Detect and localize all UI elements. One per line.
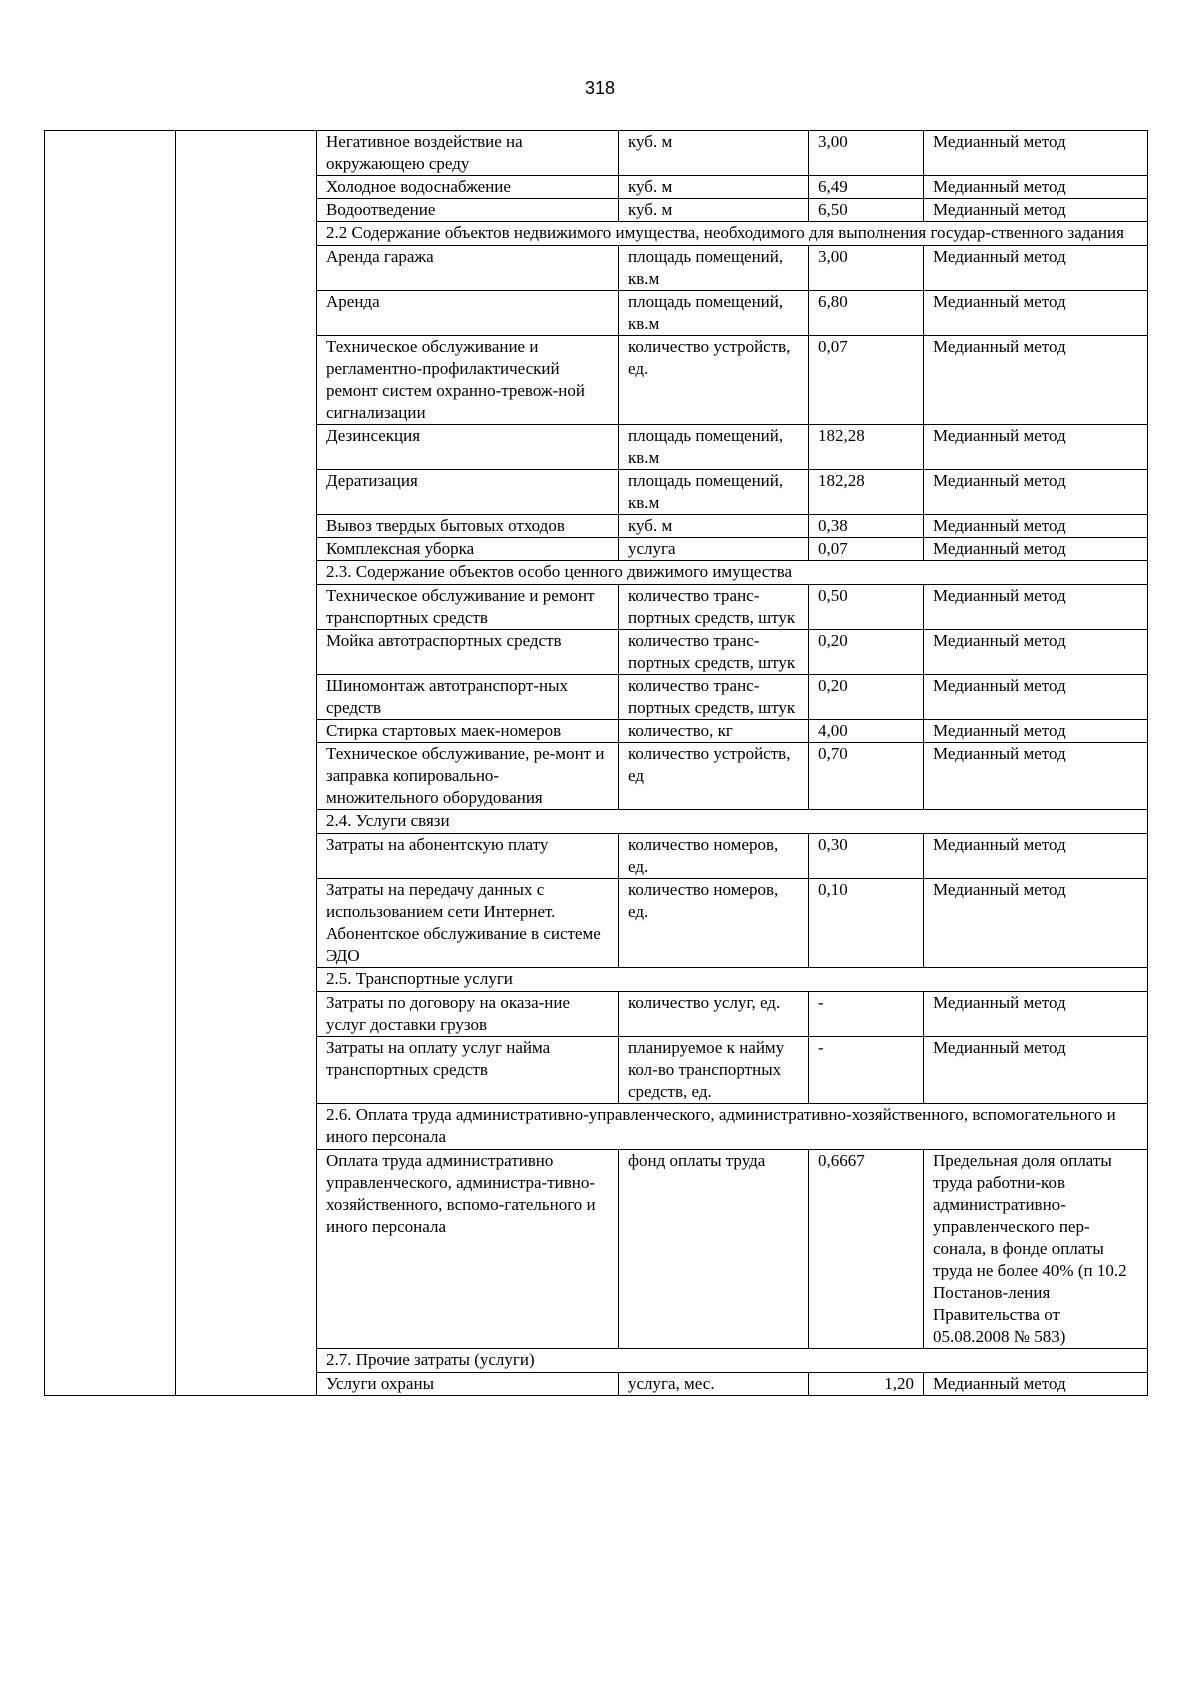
calculation-method: Медианный метод bbox=[924, 834, 1148, 879]
calculation-method: Медианный метод bbox=[924, 425, 1148, 470]
norm-value: 0,30 bbox=[809, 834, 924, 879]
cost-item-name: Негативное воздействие на окружающею среду bbox=[317, 131, 619, 176]
norm-value: 0,20 bbox=[809, 630, 924, 675]
cost-item-name: Водоотведение bbox=[317, 199, 619, 222]
norm-value: 0,07 bbox=[809, 336, 924, 425]
cost-item-name: Дезинсекция bbox=[317, 425, 619, 470]
calculation-method: Медианный метод bbox=[924, 246, 1148, 291]
left-blank-column-2 bbox=[176, 131, 317, 1396]
section-title: 2.4. Услуги связи bbox=[317, 810, 1148, 834]
norm-value: 4,00 bbox=[809, 720, 924, 743]
cost-item-name: Шиномонтаж автотранспорт-ных средств bbox=[317, 675, 619, 720]
norm-value: 182,28 bbox=[809, 425, 924, 470]
cost-item-name: Комплексная уборка bbox=[317, 538, 619, 561]
norm-value: 0,07 bbox=[809, 538, 924, 561]
norm-value: 0,10 bbox=[809, 879, 924, 968]
unit-of-measure: куб. м bbox=[619, 131, 809, 176]
section-title: 2.2 Содержание объектов недвижимого имущества, необходимого для выполнения государ-ственного задания bbox=[317, 222, 1148, 246]
norm-value: 0,50 bbox=[809, 585, 924, 630]
calculation-method: Предельная доля оплаты труда работни-ков административно-управленческого пер-сонала, в фонде оплаты труда не более 40% (п 10.2 Постанов-ления Правительства от 05.08.2008 № 583) bbox=[924, 1150, 1148, 1349]
norm-value: 0,20 bbox=[809, 675, 924, 720]
unit-of-measure: количество транс-портных средств, штук bbox=[619, 675, 809, 720]
cost-item-name: Техническое обслуживание и регламентно-профилактический ремонт систем охранно-тревож-ной сигнализации bbox=[317, 336, 619, 425]
norm-value: 6,49 bbox=[809, 176, 924, 199]
unit-of-measure: куб. м bbox=[619, 176, 809, 199]
norm-value: 3,00 bbox=[809, 246, 924, 291]
page-number: 318 bbox=[584, 78, 616, 98]
unit-of-measure: количество устройств, ед. bbox=[619, 336, 809, 425]
section-title: 2.6. Оплата труда административно-управленческого, административно-хозяйственного, вспомогательного и иного персонала bbox=[317, 1104, 1148, 1150]
norm-value: 0,38 bbox=[809, 515, 924, 538]
unit-of-measure: площадь помещений, кв.м bbox=[619, 470, 809, 515]
calculation-method: Медианный метод bbox=[924, 199, 1148, 222]
calculation-method: Медианный метод bbox=[924, 879, 1148, 968]
cost-item-name: Аренда гаража bbox=[317, 246, 619, 291]
unit-of-measure: планируемое к найму кол-во транспортных средств, ед. bbox=[619, 1037, 809, 1104]
calculation-method: Медианный метод bbox=[924, 720, 1148, 743]
calculation-method: Медианный метод bbox=[924, 515, 1148, 538]
cost-norms-table bbox=[44, 130, 1148, 1396]
cost-item-name: Аренда bbox=[317, 291, 619, 336]
norm-value: 6,80 bbox=[809, 291, 924, 336]
norm-value: 3,00 bbox=[809, 131, 924, 176]
norm-value: 6,50 bbox=[809, 199, 924, 222]
calculation-method: Медианный метод bbox=[924, 538, 1148, 561]
unit-of-measure: количество услуг, ед. bbox=[619, 992, 809, 1037]
calculation-method: Медианный метод bbox=[924, 1037, 1148, 1104]
calculation-method: Медианный метод bbox=[924, 585, 1148, 630]
unit-of-measure: фонд оплаты труда bbox=[619, 1150, 809, 1349]
unit-of-measure: услуга bbox=[619, 538, 809, 561]
unit-of-measure: площадь помещений, кв.м bbox=[619, 246, 809, 291]
unit-of-measure: куб. м bbox=[619, 199, 809, 222]
unit-of-measure: площадь помещений, кв.м bbox=[619, 425, 809, 470]
norm-value: - bbox=[809, 1037, 924, 1104]
norm-value: 0,70 bbox=[809, 743, 924, 810]
cost-item-name: Дератизация bbox=[317, 470, 619, 515]
cost-item-name: Стирка стартовых маек-номеров bbox=[317, 720, 619, 743]
unit-of-measure: количество номеров, ед. bbox=[619, 879, 809, 968]
norm-value: 0,6667 bbox=[809, 1150, 924, 1349]
table-row bbox=[45, 131, 1148, 176]
cost-item-name: Затраты на передачу данных с использованием сети Интернет. Абонентское обслуживание в системе ЭДО bbox=[317, 879, 619, 968]
calculation-method: Медианный метод bbox=[924, 743, 1148, 810]
cost-item-name: Техническое обслуживание, ре-монт и заправка копировально-множительного оборудования bbox=[317, 743, 619, 810]
unit-of-measure: количество, кг bbox=[619, 720, 809, 743]
cost-item-name: Затраты на абонентскую плату bbox=[317, 834, 619, 879]
cost-item-name: Холодное водоснабжение bbox=[317, 176, 619, 199]
cost-item-name: Техническое обслуживание и ремонт транспортных средств bbox=[317, 585, 619, 630]
unit-of-measure: количество транс-портных средств, штук bbox=[619, 630, 809, 675]
unit-of-measure: количество номеров, ед. bbox=[619, 834, 809, 879]
section-title: 2.7. Прочие затраты (услуги) bbox=[317, 1349, 1148, 1373]
calculation-method: Медианный метод bbox=[924, 176, 1148, 199]
cost-item-name: Услуги охраны bbox=[317, 1373, 619, 1396]
left-blank-column-1 bbox=[45, 131, 176, 1396]
norm-value: 1,20 bbox=[809, 1373, 924, 1396]
cost-item-name: Вывоз твердых бытовых отходов bbox=[317, 515, 619, 538]
cost-item-name: Мойка автотраспортных средств bbox=[317, 630, 619, 675]
unit-of-measure: количество устройств, ед bbox=[619, 743, 809, 810]
norm-value: - bbox=[809, 992, 924, 1037]
unit-of-measure: куб. м bbox=[619, 515, 809, 538]
calculation-method: Медианный метод bbox=[924, 470, 1148, 515]
calculation-method: Медианный метод bbox=[924, 675, 1148, 720]
unit-of-measure: количество транс-портных средств, штук bbox=[619, 585, 809, 630]
calculation-method: Медианный метод bbox=[924, 131, 1148, 176]
cost-item-name: Оплата труда административно управленческого, администра-тивно-хозяйственного, вспомо-гательного и иного персонала bbox=[317, 1150, 619, 1349]
calculation-method: Медианный метод bbox=[924, 336, 1148, 425]
section-title: 2.5. Транспортные услуги bbox=[317, 968, 1148, 992]
calculation-method: Медианный метод bbox=[924, 992, 1148, 1037]
calculation-method: Медианный метод bbox=[924, 1373, 1148, 1396]
unit-of-measure: услуга, мес. bbox=[619, 1373, 809, 1396]
norm-value: 182,28 bbox=[809, 470, 924, 515]
calculation-method: Медианный метод bbox=[924, 630, 1148, 675]
section-title: 2.3. Содержание объектов особо ценного движимого имущества bbox=[317, 561, 1148, 585]
cost-item-name: Затраты по договору на оказа-ние услуг доставки грузов bbox=[317, 992, 619, 1037]
cost-item-name: Затраты на оплату услуг найма транспортных средств bbox=[317, 1037, 619, 1104]
calculation-method: Медианный метод bbox=[924, 291, 1148, 336]
unit-of-measure: площадь помещений, кв.м bbox=[619, 291, 809, 336]
